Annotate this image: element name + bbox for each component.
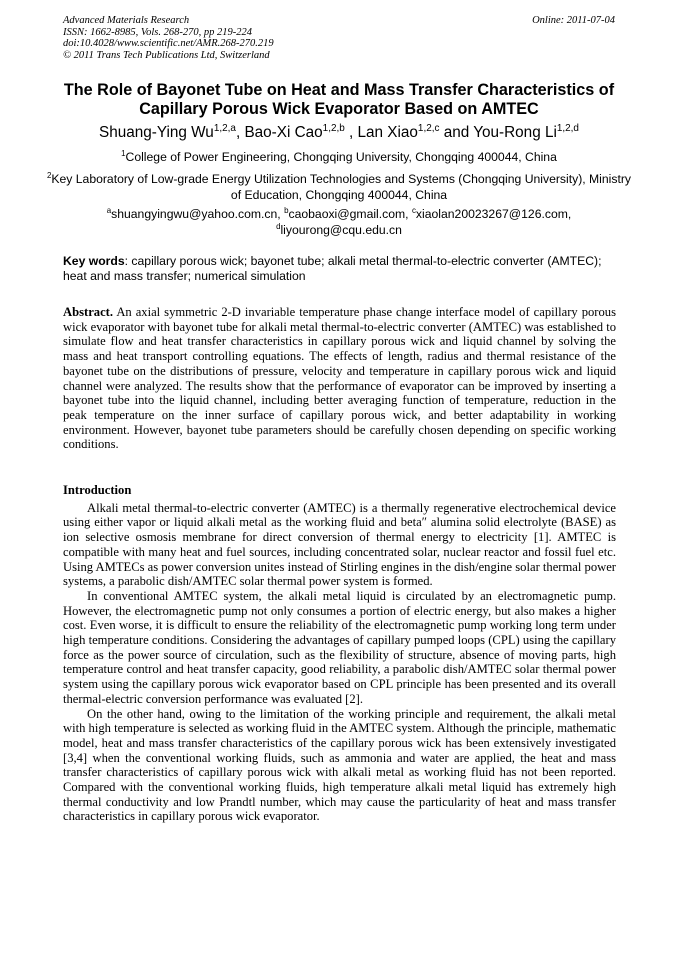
email[interactable]: xiaolan20023267@126.com, (415, 207, 572, 221)
affiliation-1 (40, 149, 638, 165)
author: Shuang-Ying Wu (99, 124, 214, 141)
email-sup: a (106, 205, 112, 215)
email-list (90, 206, 588, 238)
copyright: © 2011 Trans Tech Publications Ltd, Switzerland (63, 49, 270, 61)
author-sup: 1,2,d (556, 122, 579, 134)
online-date: Online: 2011-07-04 (532, 15, 615, 26)
section-heading: Introduction (63, 483, 132, 497)
doi: doi:10.4028/www.scientific.net/AMR.268-270.219 (63, 38, 274, 49)
author-separator: , (344, 124, 358, 141)
paragraph: On the other hand, owing to the limitation of the working principle and requirement, the alkali metal with high temperature is selected as working fluid in the AMTEC system. Although the principle, mathematic model, heat and mass transfer characteristics of the capillary porous wick has been extensively investigated [3,4] when the conventional working fluids, such as ammonia and water are applied, the heat and mass transfer characteristics of capillary porous wick with alkali metal as working fluid has not been reported. Compared with the conventional working fluids, high temperature alkali metal liquid has extremely high thermal conductivity and low Prandtl number, which may cause the particularity of heat and mass transfer characteristics in capillary porous wick evaporator. (63, 706, 616, 824)
email-sup: b (284, 205, 289, 215)
keywords-label: Key words (63, 254, 125, 268)
email-sup: c (411, 205, 416, 215)
keywords-text: : capillary porous wick; bayonet tube; alkali metal thermal-to-electric converter (AMTEC); heat and mass transfer; numerical simulation (63, 254, 602, 283)
abstract (63, 305, 616, 452)
issn: ISSN: 1662-8985, Vols. 268-270, pp 219-224 (63, 26, 252, 38)
author-sup: 1,2,a (213, 122, 236, 134)
paragraph: In conventional AMTEC system, the alkali metal liquid is circulated by an electromagnetic pump. However, the electromagnetic pump not only consumes a portion of electric energy, but also makes a higher cost. Even worse, it is difficult to ensure the reliability of the electromagnetic pump working long term under high temperature conditions. Considering the advantages of capillary pumped loops (CPL) using the capillary force as the power source of circulation, such as the flexibility of structure, absence of moving parts, high temperature control and heat transfer capacity, good reliability, a parabolic dish/AMTEC solar thermal power system using the capillary porous wick evaporator based on CPL principle has been presented and its overall thermal-electric conversion performance was evaluated [2]. (63, 588, 616, 706)
abstract-label: Abstract. (63, 305, 114, 319)
affiliation-text: Key Laboratory of Low-grade Energy Utilization Technologies and Systems (Chongqing University), Ministry of Education, Chongqing 400044, China (51, 172, 632, 202)
author-separator: , (235, 124, 245, 141)
journal-header (63, 15, 274, 61)
email[interactable]: liyourong@cqu.edu.cn (280, 223, 402, 237)
email[interactable]: shuangyingwu@yahoo.com.cn, (111, 207, 285, 221)
author: You-Rong Li (473, 124, 557, 141)
paper-title: The Role of Bayonet Tube on Heat and Mass Transfer Characteristics of Capillary Porous Wick Evaporator Based on AMTEC (63, 81, 615, 118)
affiliation-text: College of Power Engineering, Chongqing University, Chongqing 400044, China (125, 150, 557, 164)
affiliation-sup: 1 (121, 148, 126, 158)
author-sup: 1,2,c (417, 122, 440, 134)
email[interactable]: caobaoxi@gmail.com, (288, 207, 412, 221)
paragraph: Alkali metal thermal-to-electric converter (AMTEC) is a thermally regenerative electrochemical device using either vapor or liquid alkali metal as the working fluid and beta″ alumina solid electrolyte (BASE) as ion selective osmosis membrane for direct conversion of thermal energy to electricity [1]. AMTEC is compatible with many heat and fuel sources, including concentrated solar, nuclear reactor and fossil fuel etc. Using AMTECs as power conversion unites instead of Stirling engines in the dish/engine solar thermal power systems, a parabolic dish/AMTEC solar thermal power system is formed. (63, 500, 616, 589)
abstract-text: An axial symmetric 2-D invariable temperature phase change interface model of capillary porous wick evaporator with bayonet tube for alkali metal thermal-to-electric converter (AMTEC) was established to simulate flow and heat transfer characteristics in capillary porous wick and liquid channel by solving the mass and heat transport controlling equations. The effects of length, radius and thermal resistance of the bayonet tube on the distributions of pressure, velocity and temperature in capillary porous wick and liquid channel were analyzed. The results show that the performance of evaporator can be improved by inserting a bayonet tube into the liquid channel, including better averaging function of temperature, reduction in the peak temperature on the inner surface of capillary porous wick, and better adaptability in working environment. However, bayonet tube parameters should be carefully chosen depending on specific working conditions. (63, 305, 616, 452)
author: Bao-Xi Cao (244, 124, 323, 141)
affiliation-2 (40, 171, 638, 203)
email-sup: d (276, 221, 281, 231)
author-separator: and (439, 124, 474, 141)
introduction-section (63, 483, 616, 824)
affiliation-sup: 2 (46, 170, 52, 180)
keywords (63, 254, 619, 284)
journal-name: Advanced Materials Research (63, 15, 190, 26)
author: Lan Xiao (357, 124, 418, 141)
author-sup: 1,2,b (322, 122, 345, 134)
author-list (40, 124, 638, 142)
